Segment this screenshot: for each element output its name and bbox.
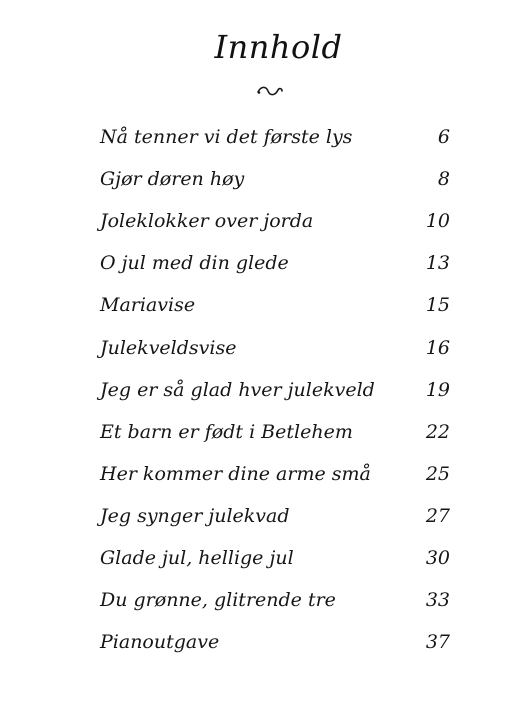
toc-entry — [100, 291, 450, 319]
toc-entry-page-number: 27 — [425, 504, 450, 527]
toc-entry-page-number: 19 — [425, 378, 450, 401]
toc-entry-page-number: 15 — [425, 294, 450, 317]
toc-entry — [100, 586, 450, 614]
toc-entry — [100, 165, 450, 193]
toc-entry — [100, 123, 450, 151]
toc-entry — [100, 249, 450, 277]
toc-entry-page-number: 6 — [437, 126, 450, 148]
toc-entry-title: Pianoutgave — [100, 631, 220, 654]
toc-entry — [100, 544, 450, 572]
toc-entry — [100, 207, 450, 235]
toc-entry-title: Joleklokker over jorda — [100, 210, 314, 233]
toc-entry-page-number: 10 — [425, 210, 450, 233]
toc-entry-title: Jeg synger julekvad — [100, 504, 290, 527]
toc-entry-page-number: 22 — [425, 420, 450, 443]
toc-entry-page-number: 25 — [425, 462, 450, 485]
toc-entry-title: Et barn er født i Betlehem — [100, 420, 353, 443]
toc-entry-page-number: 33 — [425, 589, 450, 612]
toc-entry-page-number: 8 — [437, 168, 450, 191]
toc-entry-title: Jeg er så glad hver julekveld — [100, 378, 375, 401]
toc-entry-title: Julekveldsvise — [100, 336, 237, 359]
toc-entry-page-number: 37 — [425, 631, 450, 654]
toc-entry-title: Mariavise — [100, 294, 196, 317]
toc-entry — [100, 418, 450, 446]
toc-entry — [100, 502, 450, 530]
toc-entry-page-number: 30 — [425, 547, 450, 569]
toc-entry-page-number: 13 — [425, 252, 450, 275]
toc-entry-title: Gjør døren høy — [100, 168, 245, 191]
toc-entry-title: Her kommer dine arme små — [100, 462, 371, 485]
toc-entry-title: Glade jul, hellige jul — [100, 547, 294, 569]
toc-entry — [100, 376, 450, 404]
toc-entry — [100, 628, 450, 656]
toc-entry-title: Du grønne, glitrende tre — [100, 589, 336, 612]
toc-entry-title: Nå tenner vi det første lys — [100, 126, 353, 148]
toc-entry — [100, 460, 450, 488]
toc-entry-page-number: 16 — [425, 336, 450, 359]
toc-entry — [100, 334, 450, 362]
page-title: Innhold — [214, 28, 343, 66]
toc-entry-title: O jul med din glede — [100, 252, 289, 275]
